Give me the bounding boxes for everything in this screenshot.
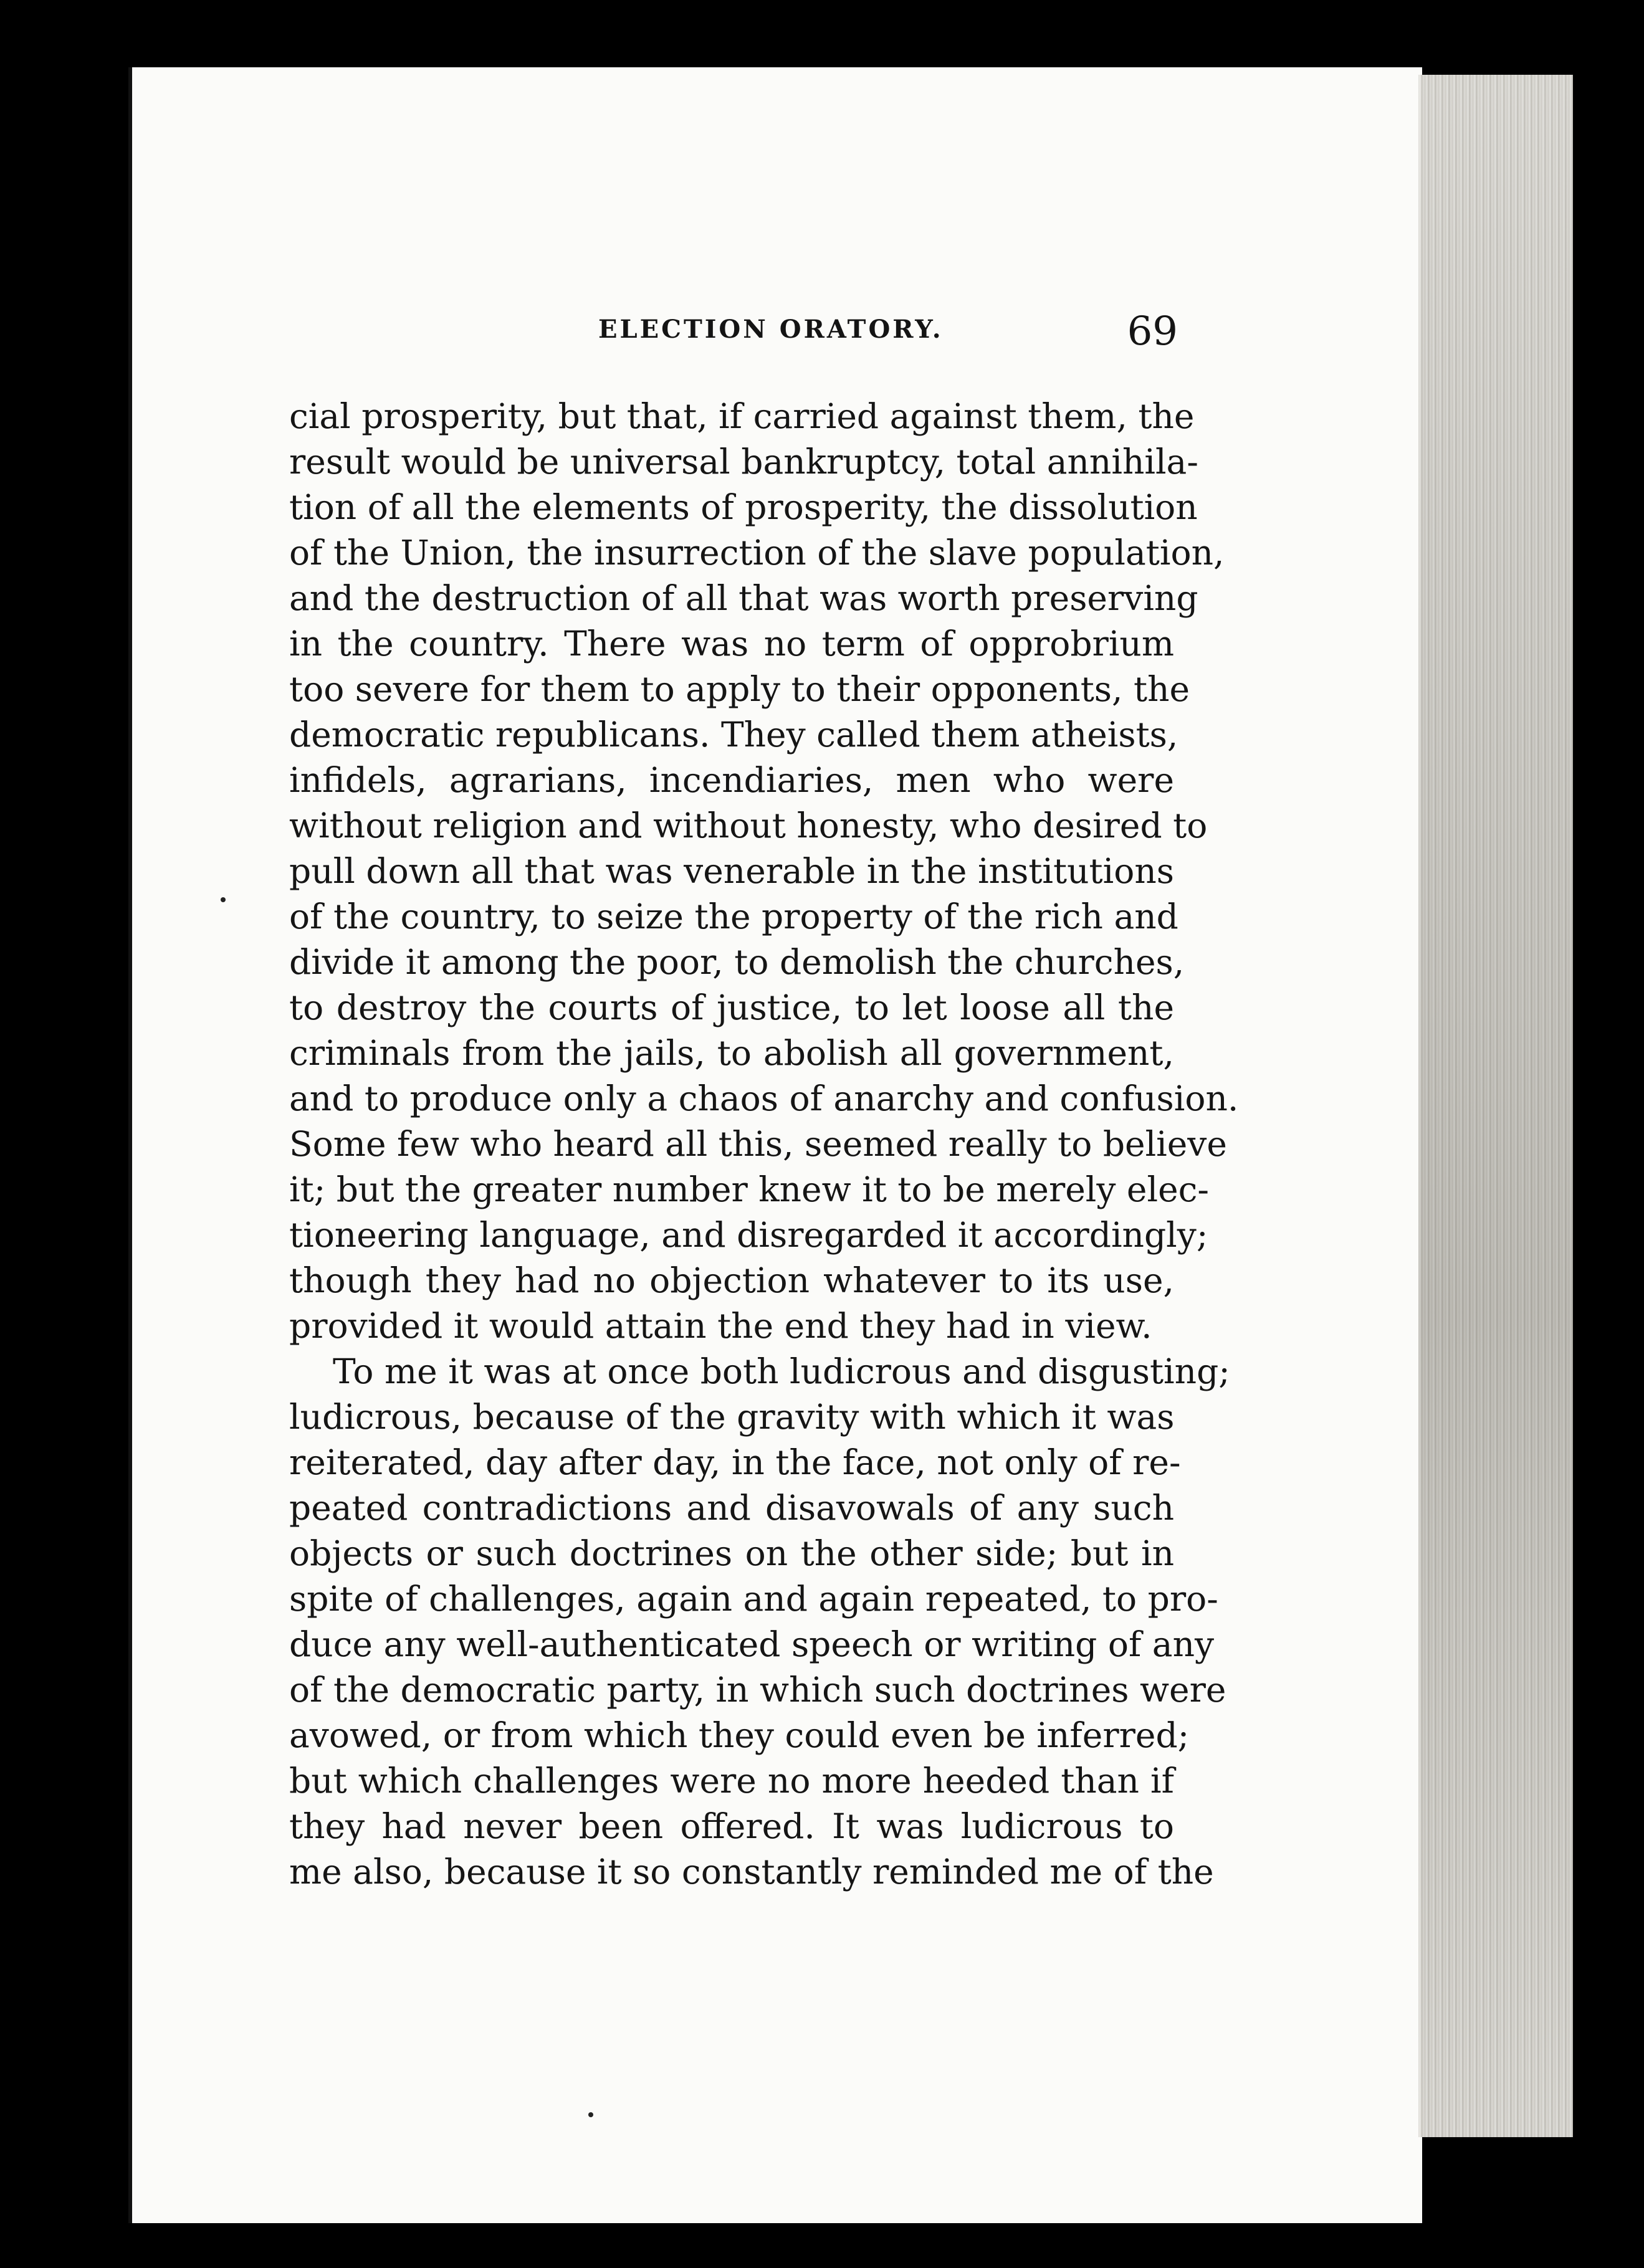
text-line: of the Union, the insurrection of the slave population,	[289, 533, 1225, 573]
text-line: spite of challenges, again and again repeated, to pro-	[289, 1579, 1218, 1619]
text-line: provided it would attain the end they had in view.	[289, 1306, 1152, 1346]
text-line: and the destruction of all that was worth preserving	[289, 578, 1198, 618]
text-line: cial prosperity, but that, if carried against them, the	[289, 396, 1195, 436]
text-line: of the democratic party, in which such doctrines were	[289, 1670, 1226, 1710]
text-line: of the country, to seize the property of the rich and	[289, 897, 1178, 936]
text-line: it; but the greater number knew it to be merely elec-	[289, 1170, 1210, 1209]
paragraph-first-line: To me it was at once both ludicrous and disgusting;	[333, 1351, 1230, 1391]
text-line: me also, because it so constantly reminded me of the	[289, 1852, 1214, 1892]
text-line: without religion and without honesty, who desired to	[289, 806, 1208, 846]
text-line: divide it among the poor, to demolish the churches,	[289, 942, 1185, 982]
page-number: 69	[1127, 308, 1178, 355]
margin-speck	[221, 897, 226, 902]
text-line: avowed, or from which they could even be inferred;	[289, 1715, 1190, 1755]
page-header	[598, 308, 1178, 358]
text-line: objects or such doctrines on the other side; but in	[289, 1533, 1174, 1573]
text-line: democratic republicans. They called them atheists,	[289, 715, 1178, 755]
text-line: but which challenges were no more heeded than if	[289, 1761, 1174, 1801]
text-line: ludicrous, because of the gravity with which it was	[289, 1397, 1175, 1437]
text-line: in the country. There was no term of opprobrium	[289, 624, 1174, 664]
text-line: they had never been offered. It was ludicrous to	[289, 1806, 1174, 1846]
text-line: and to produce only a chaos of anarchy and confusion.	[289, 1079, 1239, 1118]
text-line: reiterated, day after day, in the face, not only of re-	[289, 1442, 1181, 1482]
text-line: peated contradictions and disavowals of any such	[289, 1488, 1174, 1528]
text-line: to destroy the courts of justice, to let loose all the	[289, 988, 1174, 1027]
text-line: pull down all that was venerable in the institutions	[289, 851, 1174, 891]
text-line: duce any well-authenticated speech or writing of any	[289, 1624, 1215, 1664]
text-line: result would be universal bankruptcy, total annihila-	[289, 442, 1198, 482]
running-head: ELECTION ORATORY.	[598, 315, 944, 344]
text-line: tioneering language, and disregarded it accordingly;	[289, 1215, 1208, 1255]
body-text	[289, 394, 1239, 1895]
text-line: though they had no objection whatever to its use,	[289, 1260, 1174, 1300]
text-line: too severe for them to apply to their opponents, the	[289, 669, 1190, 709]
page-edge-shadow	[1418, 75, 1573, 2137]
text-line: Some few who heard all this, seemed really to believe	[289, 1124, 1227, 1164]
text-line: criminals from the jails, to abolish all government,	[289, 1033, 1174, 1073]
text-line: infidels, agrarians, incendiaries, men who were	[289, 760, 1174, 800]
margin-speck	[588, 2112, 593, 2117]
text-line: tion of all the elements of prosperity, the dissolution	[289, 487, 1198, 527]
